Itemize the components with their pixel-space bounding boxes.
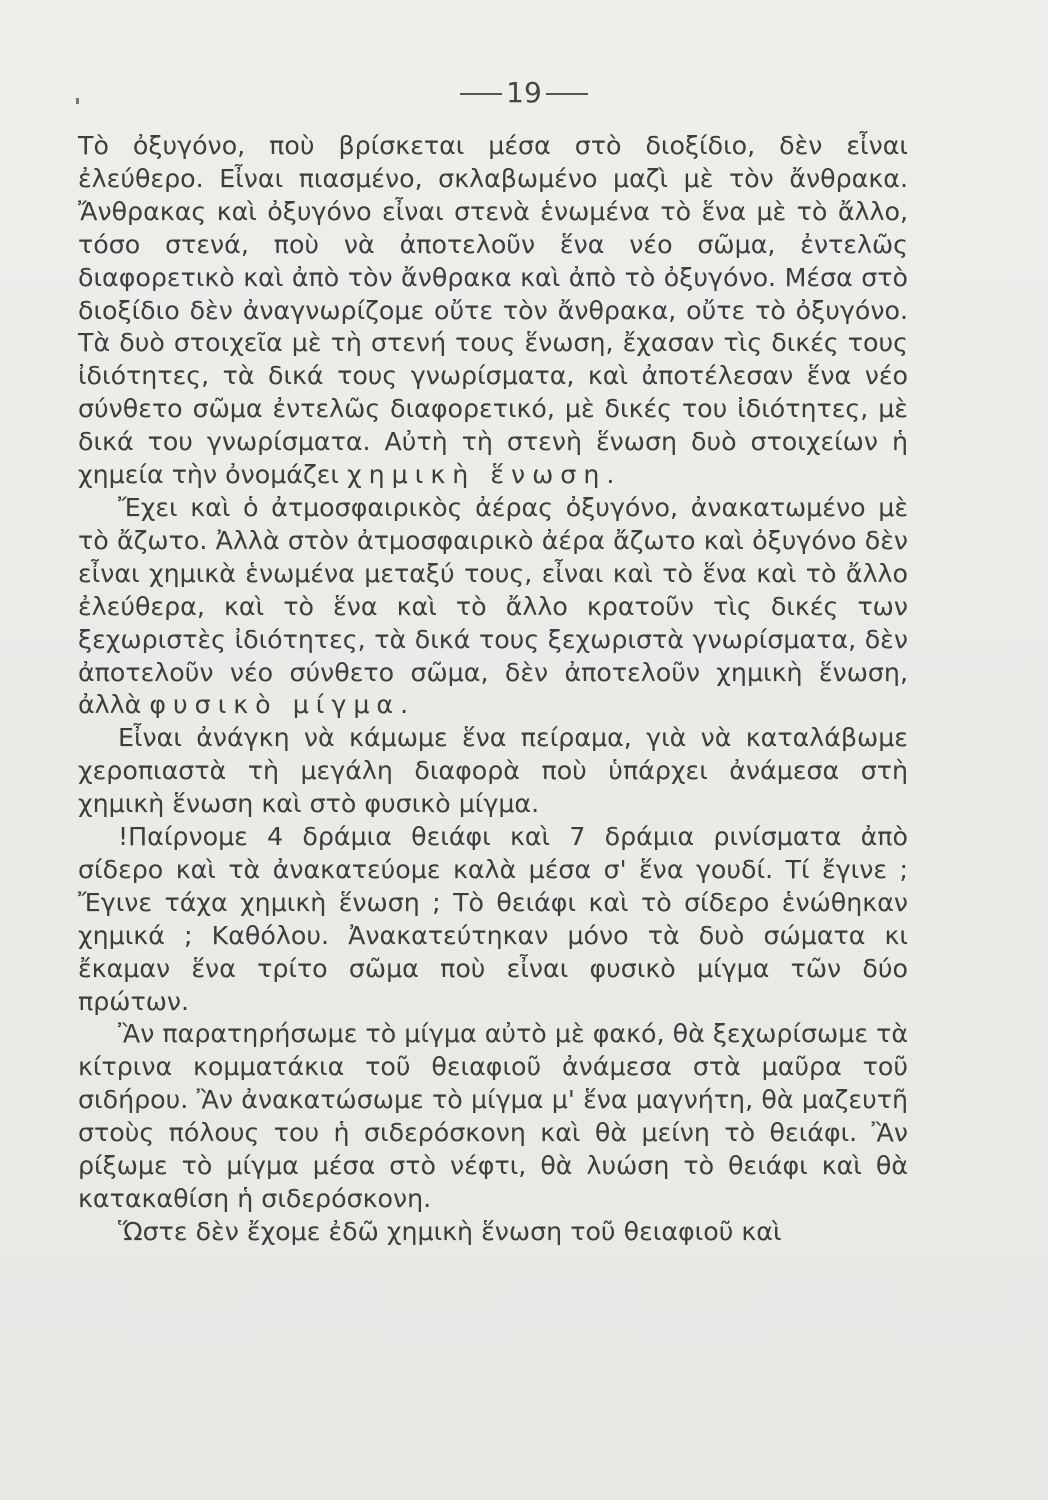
term-physical-mixture: φυσικὸ μίγμα <box>149 690 401 720</box>
paragraph-2-text: Ἔχει καὶ ὁ ἀτμοσφαιρικὸς ἀέρας ὀξυγόνο, ἀνακατωμένο μὲ τὸ ἄζωτο. Ἀλλὰ στὸν ἀτμοσφαιρικὸ ἀέρα ἄζωτο καὶ ὀξυγόνο δὲν εἶναι χημικὰ ἑνωμένα μεταξύ τους, εἶναι καὶ τὸ ἕνα καὶ τὸ ἄλλο ἐλεύθερα, καὶ τὸ ἕνα καὶ τὸ ἄλλο κρατοῦν τὶς δικές των ξεχωριστὲς ἰδιότητες, τὰ δικά τους ξεχωριστὰ γνωρίσματα, δὲν ἀποτελοῦν νέο σύνθετο σῶμα, δὲν ἀποτελοῦν χημικὴ ἕνωση, ἀλλὰ <box>78 492 908 720</box>
page-number: 19 <box>506 76 542 109</box>
paragraph-6: Ὥστε δὲν ἔχομε ἐδῶ χημικὴ ἕνωση τοῦ θειαφιοῦ καὶ <box>118 1216 782 1246</box>
paragraph-2-end: . <box>400 690 409 720</box>
paragraph-1-text: Τὸ ὀξυγόνο, ποὺ βρίσκεται μέσα στὸ διοξίδιο, δὲν εἶναι ἐλεύθερο. Εἶναι πιασμένο, σκλαβωμένο μαζὶ μὲ τὸν ἄνθρακα. Ἄνθρακας καὶ ὀξυγόνο εἶναι στενὰ ἑνωμένα τὸ ἕνα μὲ τὸ ἄλλο, τόσο στενά, ποὺ νὰ ἀποτελοῦν ἕνα νέο σῶμα, ἐντελῶς διαφορετικὸ καὶ ἀπὸ τὸν ἄνθρακα καὶ ἀπὸ τὸ ὀξυγόνο. Μέσα στὸ διοξίδιο δὲν ἀναγνωρίζομε οὔτε τὸν ἄνθρακα, οὔτε τὸ ὀξυγόνο. Τὰ δυὸ στοιχεῖα μὲ τὴ στενή τους ἕνωση, ἔχασαν τὶς δικές τους ἰδιότητες, τὰ δικά τους γνωρίσματα, καὶ ἀποτέλεσαν ἕνα νέο σύνθετο σῶμα ἐντελῶς διαφορετικό, μὲ δικές του ἰδιότητες, μὲ δικά του γνωρίσματα. Αὐτὴ τὴ στενὴ ἕνωση δυὸ στοιχείων ἡ χημεία τὴν ὀνομάζει <box>78 131 908 490</box>
header-dash-right <box>546 93 588 95</box>
term-chemical-compound: χημικὴ ἕνωση <box>347 460 607 490</box>
paragraph-1-end: . <box>606 460 615 490</box>
body-text <box>78 130 908 1249</box>
paragraph-2 <box>78 492 908 722</box>
paragraph-1 <box>78 130 908 492</box>
header-dash-left <box>460 93 502 95</box>
page-header <box>0 76 1048 109</box>
paragraph-3: Εἶναι ἀνάγκη νὰ κάμωμε ἕνα πείραμα, γιὰ νὰ καταλάβωμε χεροπιαστὰ τὴ μεγάλη διαφορὰ ποὺ ὑπάρχει ἀνάμεσα στὴ χημικὴ ἕνωση καὶ στὸ φυσικὸ μίγμα. <box>78 723 908 819</box>
paragraph-5: Ἂν παρατηρήσωμε τὸ μίγμα αὐτὸ μὲ φακό, θὰ ξεχωρίσωμε τὰ κίτρινα κομματάκια τοῦ θειαφιοῦ ἀνάμεσα στὰ μαῦρα τοῦ σιδήρου. Ἂν ἀνακατώσωμε τὸ μίγμα μ' ἕνα μαγνήτη, θὰ μαζευτῆ στοὺς πόλους του ἡ σιδερόσκονη καὶ θὰ μείνη τὸ θειάφι. Ἂν ρίξωμε τὸ μίγμα μέσα στὸ νέφτι, θὰ λυώση τὸ θειάφι καὶ θὰ κατακαθίση ἡ σιδερόσκονη. <box>78 1019 908 1213</box>
paragraph-4: !Παίρνομε 4 δράμια θειάφι καὶ 7 δράμια ρινίσματα ἀπὸ σίδερο καὶ τὰ ἀνακατεύομε καλὰ μέσα σ' ἕνα γουδί. Τί ἔγινε ; Ἔγινε τάχα χημικὴ ἕνωση ; Τὸ θειάφι καὶ τὸ σίδερο ἑνώθηκαν χημικά ; Καθόλου. Ἀνακατεύτηκαν μόνο τὰ δυὸ σώματα κι ἔκαμαν ἕνα τρίτο σῶμα ποὺ εἶναι φυσικὸ μίγμα τῶν δύο πρώτων. <box>78 822 908 1016</box>
